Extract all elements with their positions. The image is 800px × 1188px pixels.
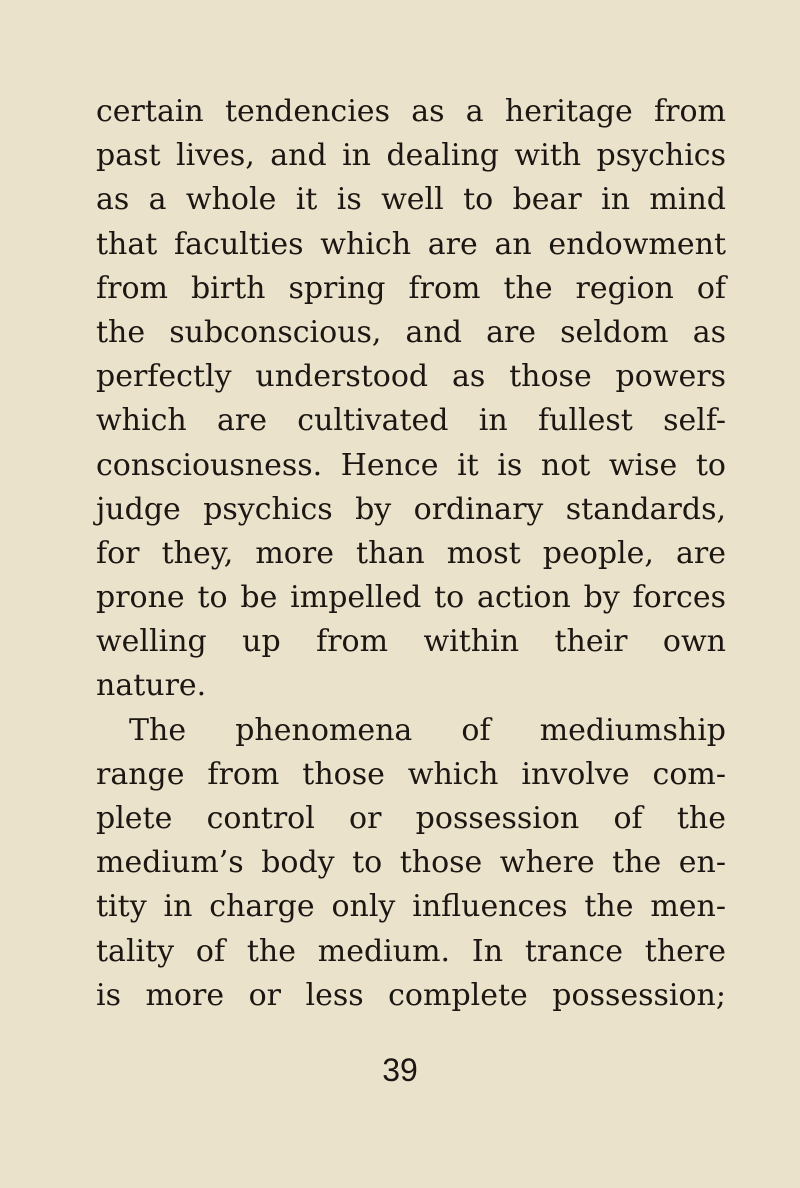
page-number: 39 xyxy=(382,1052,418,1088)
text-line: the subconscious, and are seldom as xyxy=(96,314,726,350)
text-line: range from those which involve com- xyxy=(96,756,726,792)
text-line: from birth spring from the region of xyxy=(96,270,726,306)
text-line: perfectly understood as those powers xyxy=(96,359,726,395)
text-line: welling up from within their own xyxy=(96,624,726,660)
body-text xyxy=(96,90,726,1018)
text-line: that faculties which are an endowment xyxy=(96,226,726,262)
text-line: which are cultivated in fullest self- xyxy=(96,403,726,439)
text-line: medium’s body to those where the en- xyxy=(96,845,726,881)
text-line: past lives, and in dealing with psychics xyxy=(96,138,726,174)
text-line: nature. xyxy=(96,668,207,704)
text-line: tality of the medium. In trance there xyxy=(96,933,726,969)
text-line: certain tendencies as a heritage from xyxy=(96,94,726,129)
text-line: judge psychics by ordinary standards, xyxy=(96,491,726,527)
text-line: is more or less complete possession; xyxy=(96,977,726,1013)
text-line: as a whole it is well to bear in mind xyxy=(96,182,726,218)
text-line: The phenomena of mediumship xyxy=(129,712,726,748)
text-line: prone to be impelled to action by forces xyxy=(96,580,726,616)
text-line: tity in charge only influences the men- xyxy=(96,889,726,925)
text-line: plete control or possession of the xyxy=(96,801,726,836)
text-line: for they, more than most people, are xyxy=(96,535,726,571)
text-line: consciousness. Hence it is not wise to xyxy=(96,447,726,483)
